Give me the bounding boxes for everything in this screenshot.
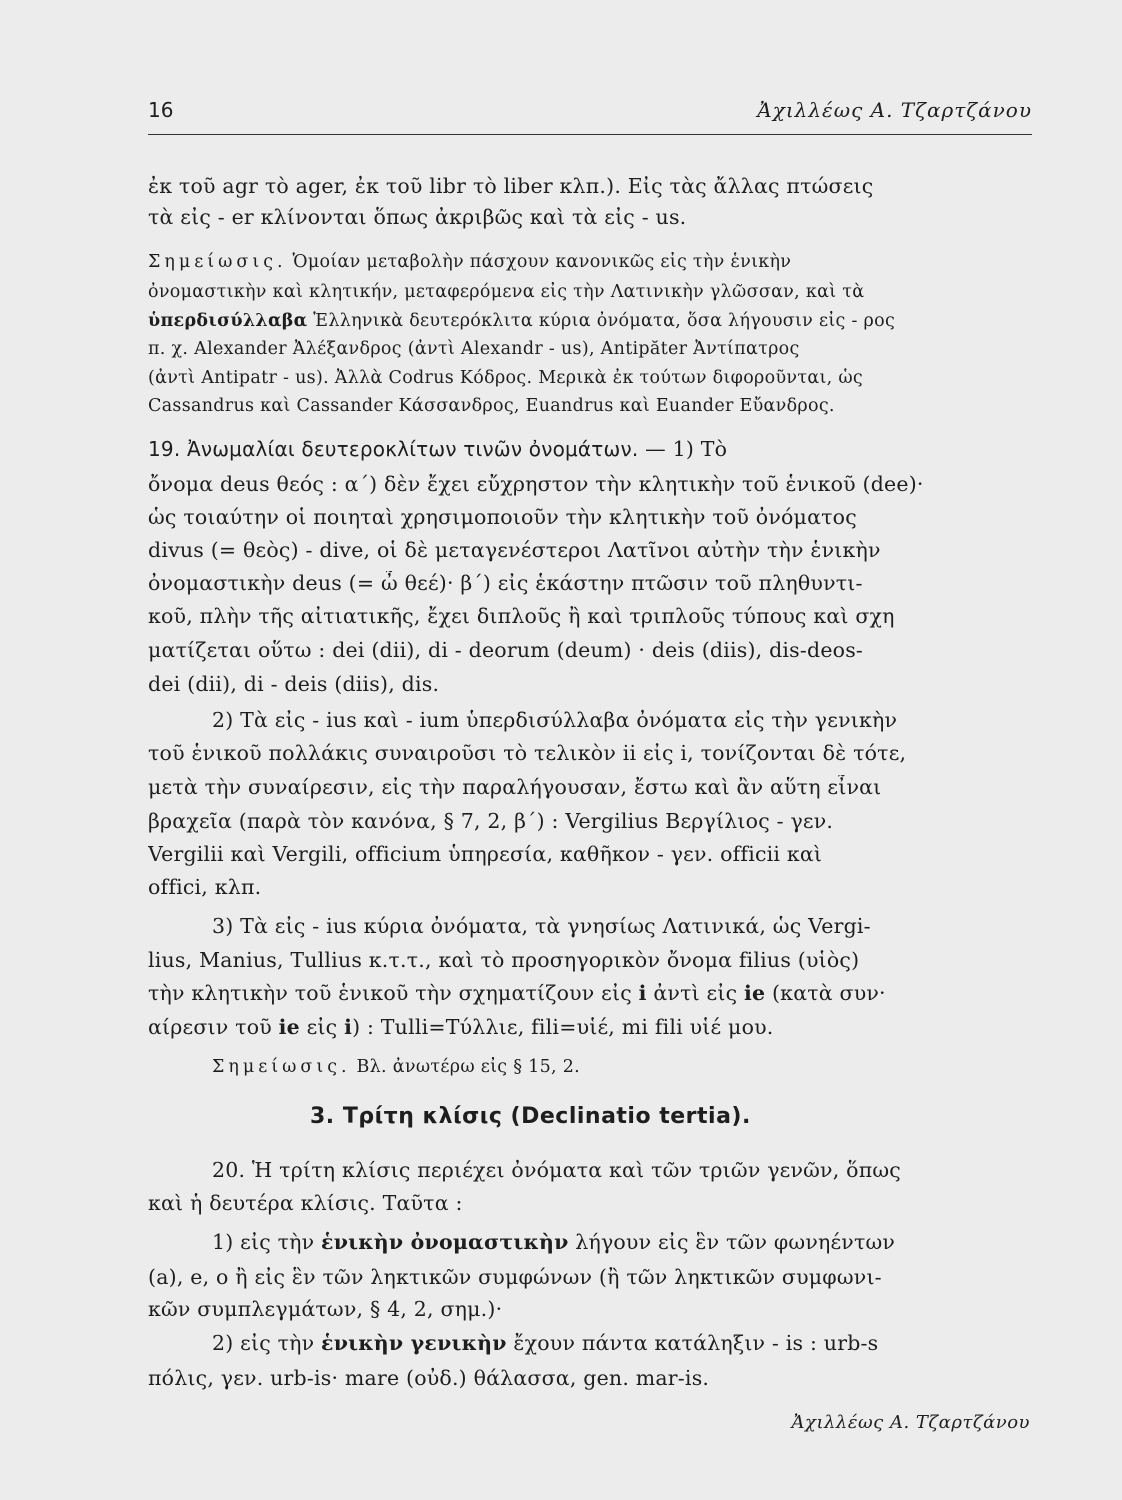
note-text: Ἑλληνικὰ δευτερόκλιτα κύρια ὀνόματα, ὅσα λήγουσιν εἰς - ρος (313, 311, 896, 331)
page-header (148, 98, 1032, 135)
section-19-heading: 19. Ἀνωμαλίαι δευτεροκλίτων τινῶν ὀνομάτων. (148, 437, 639, 461)
note-line (212, 1057, 1038, 1077)
text-line: τὰ εἰς - er κλίνονται ὅπως ἀκριβῶς καὶ τὰ εἰς - us. (148, 205, 687, 229)
text-line: τοῦ ἑνικοῦ πολλάκις συναιροῦσι τὸ τελικὸν ii εἰς i, τονίζονται δὲ τότε, (148, 741, 907, 765)
text-line: ματίζεται οὕτω : dei (dii), di - deorum (deum) · deis (diis), dis-deos- (148, 638, 864, 662)
text-line: Vergilii καὶ Vergili, officium ὑπηρεσία, καθῆκον - γεν. officii καὶ (148, 842, 823, 866)
text-line: βραχεῖα (παρὰ τὸν κανόνα, § 7, 2, β΄) : Vergilius Βεργίλιος - γεν. (148, 809, 834, 833)
text-run: ἔχουν πάντα κατάληξιν - is : urb-s (513, 1331, 879, 1355)
text-run: εἰς (306, 1015, 338, 1039)
text-run: ) : Tulli=Τύλλιε, fili=υἱέ, mi fili υἱέ μου. (352, 1015, 774, 1039)
text-line: offici, κλπ. (148, 875, 262, 899)
text-line (212, 1331, 1038, 1355)
note-line: ὀνομαστικὴν καὶ κλητικήν, μεταφερόμενα εἰς τὴν Λατινικὴν γλῶσσαν, καὶ τὰ (148, 282, 865, 302)
text-run: 1) εἰς τὴν (212, 1230, 315, 1254)
text-run: ἀντὶ εἰς (653, 981, 738, 1005)
note-label: Σημείωσις. (148, 252, 287, 272)
note-line: π. χ. Alexander Ἀλέξανδρος (ἀντὶ Alexandr - us), Antipăter Ἀντίπατρος (148, 339, 800, 359)
text-line: lius, Manius, Tullius κ.τ.τ., καὶ τὸ προσηγορικὸν ὄνομα filius (υἱὸς) (148, 948, 860, 972)
note-text: Βλ. ἀνωτέρω εἰς § 15, 2. (356, 1057, 581, 1077)
text-line: (a), e, o ἢ εἰς ἓν τῶν ληκτικῶν συμφώνων (ἢ τῶν ληκτικῶν συμφωνι- (148, 1265, 882, 1289)
bold-term: ie (278, 1015, 300, 1039)
text-line: ὄνομα deus θεός : α΄) δὲν ἔχει εὔχρηστον τὴν κλητικὴν τοῦ ἑνικοῦ (dee)· (148, 472, 924, 496)
note-text: Ὁμοίαν μεταβολὴν πάσχουν κανονικῶς εἰς τὴν ἑνικὴν (292, 252, 792, 272)
bold-term: ἑνικὴν γενικὴν (321, 1331, 507, 1355)
bold-term: i (638, 981, 647, 1005)
text-line: ὡς τοιαύτην οἱ ποιηταὶ χρησιμοποιοῦν τὴν κλητικὴν τοῦ ὀνόματος (148, 505, 857, 529)
text-line (148, 1015, 1038, 1039)
running-head: Ἀχιλλέως Α. Τζαρτζάνου (757, 98, 1032, 122)
text-run: 2) εἰς τὴν (212, 1331, 315, 1355)
page-number: 16 (148, 98, 174, 122)
bold-term: ie (744, 981, 766, 1005)
text-line: μετὰ τὴν συναίρεσιν, εἰς τὴν παραλήγουσαν, ἔστω καὶ ἂν αὕτη εἶναι (148, 775, 882, 799)
text-line: dei (dii), di - deis (diis), dis. (148, 672, 440, 696)
text-line: καὶ ἡ δευτέρα κλίσις. Ταῦτα : (148, 1191, 463, 1215)
note-label: Σημείωσις. (212, 1057, 351, 1077)
text-line: ἐκ τοῦ agr τὸ ager, ἐκ τοῦ libr τὸ liber κλπ.). Εἰς τὰς ἄλλας πτώσεις (148, 174, 874, 198)
bold-term: ἑνικὴν ὀνομαστικὴν (321, 1230, 569, 1254)
text-line (148, 981, 1038, 1005)
text-run: (κατὰ συν· (771, 981, 886, 1005)
text-line: 20. Ἡ τρίτη κλίσις περιέχει ὀνόματα καὶ τῶν τριῶν γενῶν, ὅπως (212, 1158, 901, 1182)
text-run: τὴν κλητικὴν τοῦ ἑνικοῦ τὴν σχηματίζουν εἰς (148, 981, 632, 1005)
text-line: 3) Τὰ εἰς - ius κύρια ὀνόματα, τὰ γνησίως Λατινικά, ὡς Vergi- (212, 914, 871, 938)
text-run: — 1) Τὸ (645, 437, 728, 461)
note-line: Cassandrus καὶ Cassander Κάσσανδρος, Euandrus καὶ Euander Εὔανδρος. (148, 396, 835, 416)
text-line: divus (= θεὸς) - dive, οἱ δὲ μεταγενέστεροι Λατῖνοι αὐτὴν τὴν ἑνικὴν (148, 538, 881, 562)
footer-signature: Ἀχιλλέως Α. Τζαρτζάνου (791, 1412, 1030, 1433)
text-line (212, 1230, 1038, 1254)
text-line: πόλις, γεν. urb-is· mare (οὐδ.) θάλασσα, gen. mar-is. (148, 1366, 710, 1390)
note-line: (ἀντὶ Antipatr - us). Ἀλλὰ Codrus Κόδρος. Μερικὰ ἐκ τούτων διφοροῦνται, ὡς (148, 368, 864, 388)
text-run: λήγουν εἰς ἓν τῶν φωνηέντων (575, 1230, 896, 1254)
note-line (148, 252, 1038, 272)
text-line: κοῦ, πλὴν τῆς αἰτιατικῆς, ἔχει διπλοῦς ἢ καὶ τριπλοῦς τύπους καὶ σχη (148, 604, 895, 628)
text-line: κῶν συμπλεγμάτων, § 4, 2, σημ.)· (148, 1297, 503, 1321)
text-line: ὀνομαστικὴν deus (= ὦ θεέ)· β΄) εἰς ἑκάστην πτῶσιν τοῦ πληθυντι- (148, 571, 863, 595)
bold-term: i (344, 1015, 353, 1039)
section-19-heading-line (148, 437, 1038, 461)
bold-term: ὑπερδισύλλαβα (148, 311, 308, 331)
text-line: 2) Τὰ εἰς - ius καὶ - ium ὑπερδισύλλαβα ὀνόματα εἰς τὴν γενικὴν (212, 708, 898, 732)
text-run: αίρεσιν τοῦ (148, 1015, 272, 1039)
note-line (148, 311, 1038, 331)
section-3-heading: 3. Τρίτη κλίσις (Declinatio tertia). (310, 1104, 751, 1129)
